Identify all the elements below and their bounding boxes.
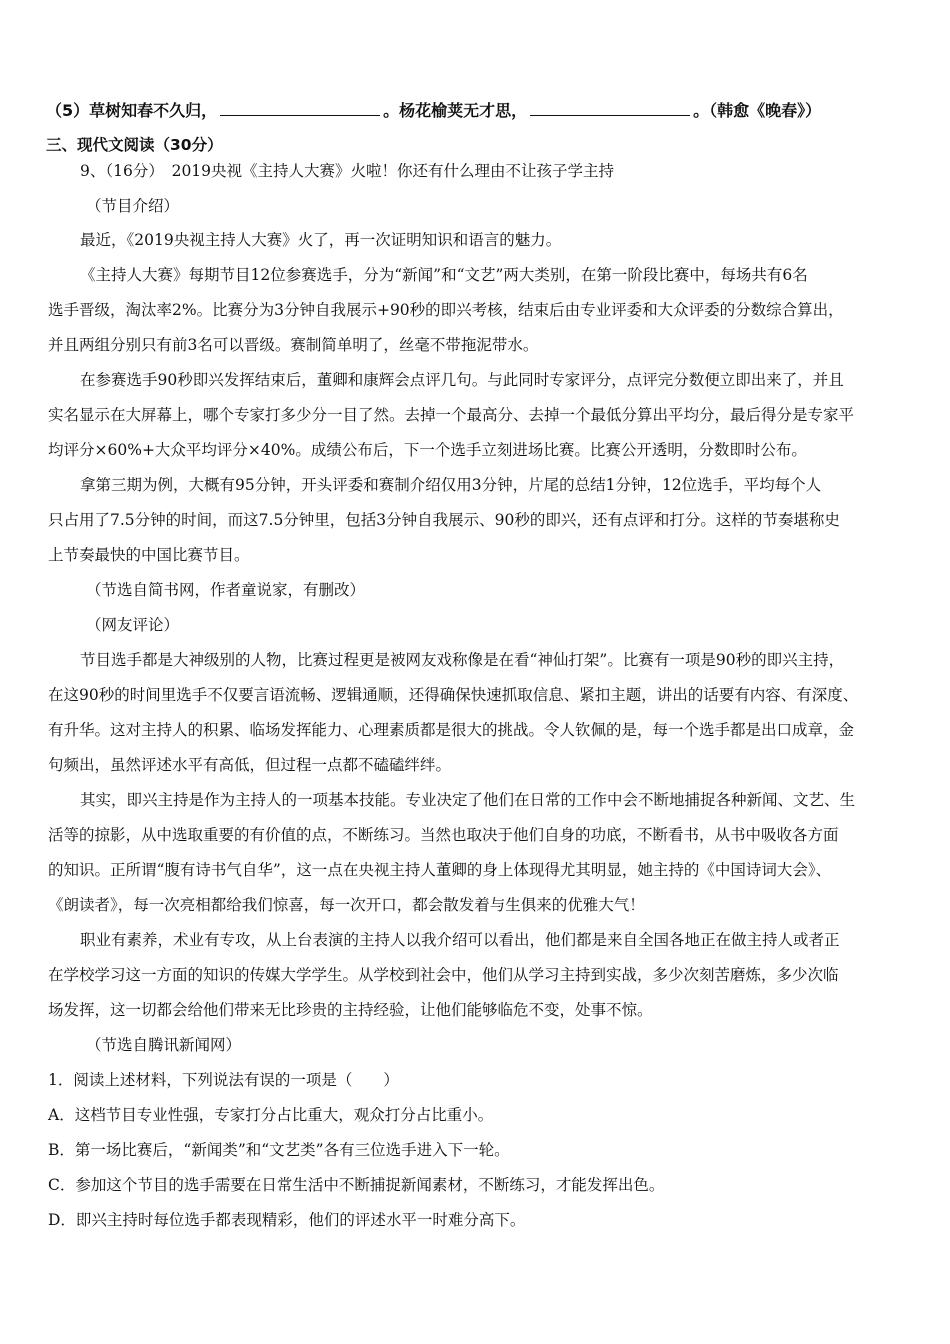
paragraph-line: 有升华。这对主持人的积累、临场发挥能力、心理素质都是很大的挑战。令人钦佩的是，每一个选手都是出口成章，金 [48,721,855,739]
source-note: （节选自腾讯新闻网） [86,1036,242,1054]
paragraph-line: 拿第三期为例，大概有95分钟，开头评委和赛制介绍仅用3分钟，片尾的总结1分钟，12位选手，平均每个人 [80,476,822,494]
paragraph-line: 在这90秒的时间里选手不仅要言语流畅、逻辑通顺，还得确保快速抓取信息、紧扣主题，讲出的话要有内容、有深度、 [48,686,859,704]
poem-suffix: 。（韩愈《晚春》） [693,101,822,120]
option-d[interactable]: D．即兴主持时每位选手都表现精彩，他们的评述水平一时难分高下。 [48,1211,526,1229]
intro-label: （节目介绍） [86,197,180,215]
paragraph-line: 活等的掠影，从中选取重要的有价值的点，不断练习。当然也取决于他们自身的功底，不断看书，从书中吸收各方面 [48,826,839,844]
paragraph-line: 的知识。正所谓“腹有诗书气自华”，这一点在央视主持人董卿的身上体现得尤其明显，她主持的《中国诗词大会》、 [48,861,832,879]
poem-middle: 。杨花榆荚无才思， [383,101,528,120]
paragraph-line: 只占用了7.5分钟的时间，而这7.5分钟里，包括3分钟自我展示、90秒的即兴，还有点评和打分。这样的节奏堪称史 [48,511,840,529]
paragraph-line: 并且两组分别只有前3名可以晋级。赛制简单明了，丝毫不带拖泥带水。 [48,336,539,354]
paragraph-line: 在学校学习这一方面的知识的传媒大学学生。从学校到社会中，他们从学习主持到实战，多少次刻苦磨炼，多少次临 [48,966,839,984]
paragraph-line: 最近，《2019央视主持人大赛》火了，再一次证明知识和语言的魅力。 [80,231,562,249]
section-heading: 三、现代文阅读（30分） [46,136,223,154]
paragraph-line: 上节奏最快的中国比赛节目。 [48,546,250,564]
paragraph-line: 在参赛选手90秒即兴发挥结束后，董卿和康辉会点评几句。与此同时专家评分，点评完分数便立即出来了，并且 [80,371,844,389]
question-title: 9、（16分） 2019央视《主持人大赛》火啦！你还有什么理由不让孩子学主持 [80,162,615,180]
paragraph-line: 选手晋级，淘汰率2%。比赛分为3分钟自我展示+90秒的即兴考核，结束后由专业评委和大众评委的分数综合算出， [48,301,844,319]
paragraph-line: 节目选手都是大神级别的人物，比赛过程更是被网友戏称像是在看“神仙打架”。比赛有一项是90秒的即兴主持， [80,651,845,669]
paragraph-line: 《朗读者》，每一次亮相都给我们惊喜，每一次开口，都会散发着与生俱来的优雅大气！ [48,896,645,914]
paragraph-line: 场发挥，这一切都会给他们带来无比珍贵的主持经验，让他们能够临危不变，处事不惊。 [48,1001,653,1019]
poem-fill-blank [46,100,821,122]
poem-prefix: （5）草树知春不久归， [46,101,218,120]
answer-blank-2[interactable] [530,101,690,116]
option-a[interactable]: A．这档节目专业性强，专家打分占比重大，观众打分占比重小。 [48,1106,494,1124]
paragraph-line: 其实，即兴主持是作为主持人的一项基本技能。专业决定了他们在日常的工作中会不断地捕捉各种新闻、文艺、生 [80,791,856,809]
paragraph-line: 实名显示在大屏幕上，哪个专家打多少分一目了然。去掉一个最高分、去掉一个最低分算出平均分，最后得分是专家平 [48,406,855,424]
question-stem: 1．阅读上述材料，下列说法有误的一项是（ ） [48,1071,399,1089]
paragraph-line: 句频出，虽然评述水平有高低，但过程一点都不磕磕绊绊。 [48,756,452,774]
option-b[interactable]: B．第一场比赛后，“新闻类”和“文艺类”各有三位选手进入下一轮。 [48,1141,510,1159]
answer-blank-1[interactable] [220,101,380,116]
comments-label: （网友评论） [86,616,180,634]
paragraph-line: 职业有素养，术业有专攻，从上台表演的主持人以我介绍可以看出，他们都是来自全国各地正在做主持人或者正 [80,931,840,949]
paragraph-line: 均评分×60%+大众平均评分×40%。成绩公布后，下一个选手立刻进场比赛。比赛公开透明，分数即时公布。 [48,441,807,459]
option-c[interactable]: C．参加这个节目的选手需要在日常生活中不断捕捉新闻素材，不断练习，才能发挥出色。 [48,1176,665,1194]
paragraph-line: 《主持人大赛》每期节目12位参赛选手，分为“新闻”和“文艺”两大类别，在第一阶段比赛中，每场共有6名 [80,266,808,284]
source-note: （节选自简书网，作者童说家，有删改） [86,581,366,599]
